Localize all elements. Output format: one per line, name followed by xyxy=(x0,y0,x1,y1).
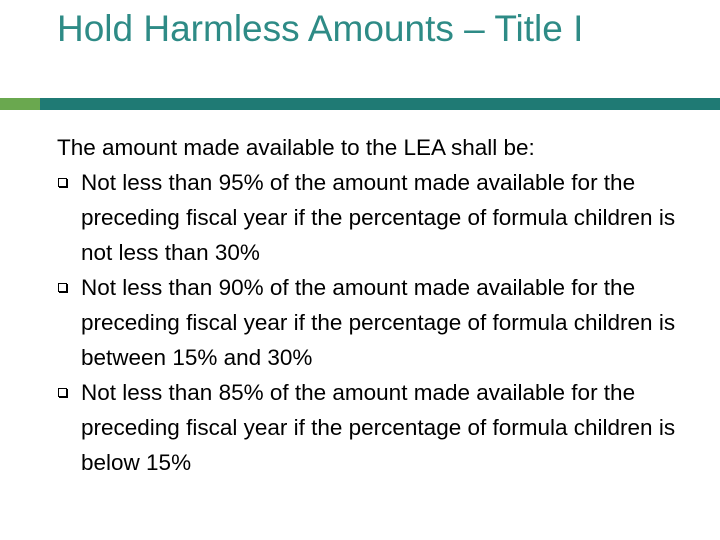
slide-body xyxy=(57,130,697,480)
square-bullet-icon xyxy=(58,178,67,187)
intro-text: The amount made available to the LEA shall be: xyxy=(57,135,535,160)
slide-title: Hold Harmless Amounts – Title I xyxy=(57,8,584,49)
bullet-item-95 xyxy=(57,165,697,270)
square-bullet-icon xyxy=(58,388,67,397)
bullet-list xyxy=(57,165,697,480)
title-divider-line xyxy=(40,98,720,110)
square-bullet-icon xyxy=(58,283,67,292)
bullet-item-90 xyxy=(57,270,697,375)
title-accent-square xyxy=(0,98,40,110)
bullet-text: Not less than 85% of the amount made available for the preceding fiscal year if the percentage of formula children is below 15% xyxy=(81,380,676,475)
bullet-item-85 xyxy=(57,375,697,480)
bullet-text: Not less than 90% of the amount made available for the preceding fiscal year if the percentage of formula children is between 15% and 30% xyxy=(81,275,676,370)
bullet-text: Not less than 95% of the amount made available for the preceding fiscal year if the percentage of formula children is not less than 30% xyxy=(81,170,676,265)
